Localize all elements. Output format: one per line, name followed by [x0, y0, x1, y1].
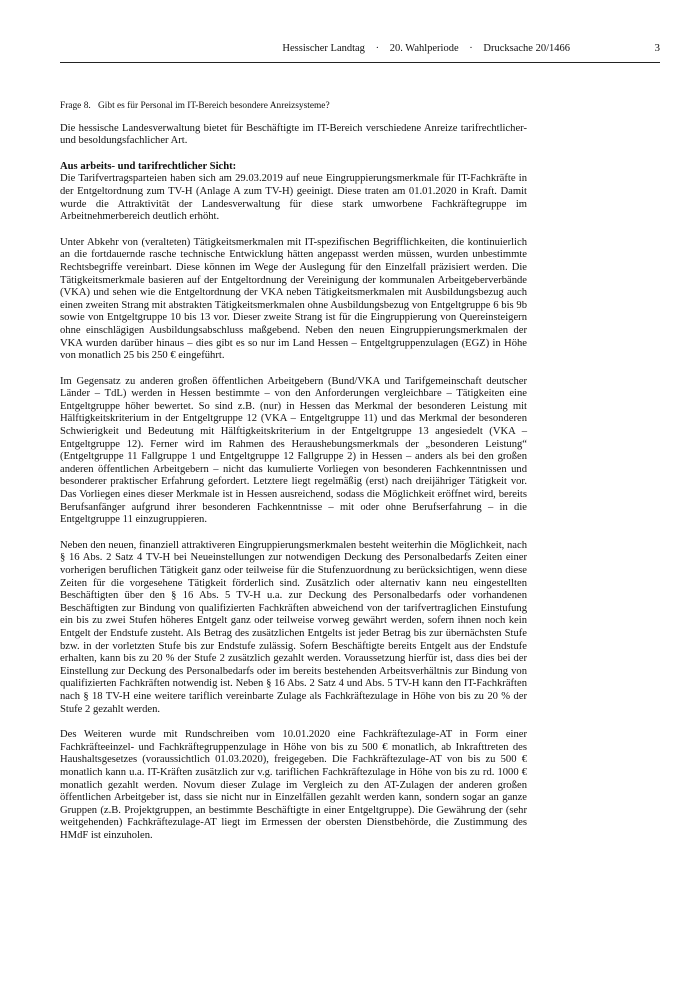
section-heading: Aus arbeits- und tarifrechtlicher Sicht: — [60, 160, 237, 172]
page-header — [60, 40, 660, 64]
question-label: Frage 8. — [60, 101, 91, 111]
header-period: 20. Wahlperiode — [389, 43, 459, 54]
paragraph: Die Tarifvertragsparteien haben sich am 29.03.2019 auf neue Eingruppierungsmerkmale für IT-Fachkräfte in der Entgeltordnung zum TV-H (Anlage A zum TV-H) geeinigt. Diese traten am 01.01.2020 in Kraft. Damit wurde die Attraktivität der Landesverwaltung für diese stark umworbene Fachkräftegruppe im Arbeitnehmerbereich deutlich erhöht. — [60, 173, 527, 223]
header-separator: · — [375, 43, 380, 54]
header-publication: Hessischer Landtag — [282, 43, 365, 54]
header-rule — [60, 62, 660, 63]
header-document-number: Drucksache 20/1466 — [483, 43, 570, 54]
page-number: 3 — [654, 42, 660, 54]
paragraph: Im Gegensatz zu anderen großen öffentlichen Arbeitgebern (Bund/VKA und Tarifgemeinschaft deutscher Länder – TdL) werden in Hessen bestimmte – von den Anforderungen vergleichbare – Tätigkeiten eine Entgeltgruppe höher bewertet. So sind z.B. (nur) in Hessen das Merkmal der besonderen Leistung mit Hälftigkeitskriterium in der Entgeltgruppe 12 (VKA – Entgeltgruppe 11) und das Merkmal der besonderen Schwierigkeit und Bedeutung mit Hälftigkeitskriterium in der Entgeltgruppe 13 angesiedelt (VKA – Entgeltgruppe 12). Ferner wird im Rahmen des Heraushebungsmerkmals der „besonderen Leistung“ (Entgeltgruppe 11 Fallgruppe 1 und Entgeltgruppe 12 Fallgruppe 2) in Hessen – anders als bei den großen anderen öffentlichen Arbeitgebern – nicht das kumulierte Vorliegen von besonderen Fachkenntnissen und besonderer praktischer Erfahrung gefordert. Letztere liegt regelmäßig (erst) nach dreijähriger Tätigkeit vor. Das Vorliegen eines dieser Merkmale ist in Hessen ausreichend, sodass die Möglichkeit eröffnet wird, bereits Berufsanfänger aufgrund ihrer besonderen Fachkenntnisse – mit oder ohne Berufserfahrung – in die Entgeltgruppe 11 einzugruppieren. — [60, 375, 527, 526]
page-body — [60, 100, 527, 842]
question-text: Gibt es für Personal im IT-Bereich besondere Anreizsysteme? — [98, 101, 330, 111]
header-info — [282, 43, 570, 54]
header-separator: · — [469, 43, 473, 54]
answer-intro: Die hessische Landesverwaltung bietet für Beschäftigte im IT-Bereich verschiedene Anreize tarifrechtlicher- und besoldungsfachlicher Art. — [60, 122, 527, 147]
question — [60, 100, 527, 113]
paragraph: Unter Abkehr von (veralteten) Tätigkeitsmerkmalen mit IT-spezifischen Begrifflichkeiten, die kontinuierlich an die fortdauernde rasche technische Entwicklung hätten angepasst werden müssen, wurden unbestimmte Rechtsbegriffe vereinbart. Diese können im Wege der Auslegung für den Einzelfall präzisiert werden. Die Tätigkeitsmerkmale basieren auf der Entgeltordnung der Vereinigung der kommunalen Arbeitgeberverbände (VKA) und sehen wie die Entgeltordnung der VKA neben Tätigkeitsmerkmalen mit Ausbildungsbezug auch einen zweiten Strang mit abstrakten Tätigkeitsmerkmalen ohne Ausbildungsbezug von Entgeltgruppe 6 bis 9b sowie von Entgeltgruppe 10 bis 13 vor. Dieser zweite Strang ist für die Eingruppierung von Quereinsteigern ohne einschlägigen Ausbildungsabschluss maßgebend. Neben den neuen Eingruppierungsmerkmalen der VKA wurden darüber hinaus – dies gibt es so nur im Land Hessen – Entgeltgruppenzulagen (EGZ) in Höhe von monatlich 25 bis 250 € eingeführt. — [60, 236, 527, 362]
paragraph: Neben den neuen, finanziell attraktiveren Eingruppierungsmerkmalen besteht weiterhin die Möglichkeit, nach § 16 Abs. 2 Satz 4 TV-H bei Neueinstellungen zur notwendigen Deckung des Personalbedarfs Zeiten einer vorherigen beruflichen Tätigkeit ganz oder teilweise für die Stufenzuordnung zu berücksichtigen, wenn diese Zeiten für die vorgesehene Tätigkeit förderlich sind. Zusätzlich oder alternativ kann neu eingestellten Beschäftigten über den § 16 Abs. 5 TV-H u.a. zur Deckung des Personalbedarfs oder vorhandenen Beschäftigten zur Bindung von qualifizierten Fachkräften abweichend von der tarifvertraglichen Einstufung ein bis zu zwei Stufen höheres Entgelt ganz oder teilweise vorweg gewährt werden, sofern ihnen noch kein Entgelt der Endstufe zusteht. Als Betrag des zusätzlichen Entgelts ist jeder Betrag bis zur übernächsten Stufe bzw. in der vorletzten Stufe bis zur Endstufe zulässig. Sofern Beschäftigte bereits Entgelt aus der Endstufe erhalten, kann bis zu 20 % der Stufe 2 zusätzlich gezahlt werden. Voraussetzung hierfür ist, dass dies bei der Einstellung zur Deckung des Personalbedarfs oder im bereits bestehenden Arbeitsverhältnis zur Bindung von qualifizierten Fachkräften notwendig ist. Neben § 16 Abs. 2 Satz 4 und Abs. 5 TV-H kann den IT-Fachkräften nach § 18 TV-H eine weitere tariflich vereinbarte Zulage als Fachkräftezulage in Höhe von bis zu 20 % der Stufe 2 gezahlt werden. — [60, 539, 527, 715]
paragraph: Des Weiteren wurde mit Rundschreiben vom 10.01.2020 eine Fachkräftezulage-AT in Form einer Fachkräfteeinzel- und Fachkräftegruppenzulage in Höhe von bis zu 500 € monatlich, ab Inkrafttreten des Haushaltsgesetzes (voraussichtlich 01.03.2020), freigegeben. Die Fachkräftezulage-AT von bis zu 500 € monatlich kann u.a. IT-Kräften zusätzlich zur v.g. tariflichen Fachkräftezulage in Höhe von bis zu rd. 1000 € monatlich gezahlt werden. Novum dieser Zulage im Vergleich zu den AT-Zulagen der anderen großen öffentlichen Arbeitgeber ist, dass sie nicht nur in Einzelfällen gezahlt werden kann, sondern sogar an ganze Gruppen (z.B. Projektgruppen, an bestimmte Beschäftigte in einer Entgeltgruppe). Die Gewährung der (sehr weitgehenden) Fachkräftezulage-AT liegt im Ermessen der obersten Dienstbehörde, die Zustimmung des HMdF ist einzuholen. — [60, 729, 527, 841]
